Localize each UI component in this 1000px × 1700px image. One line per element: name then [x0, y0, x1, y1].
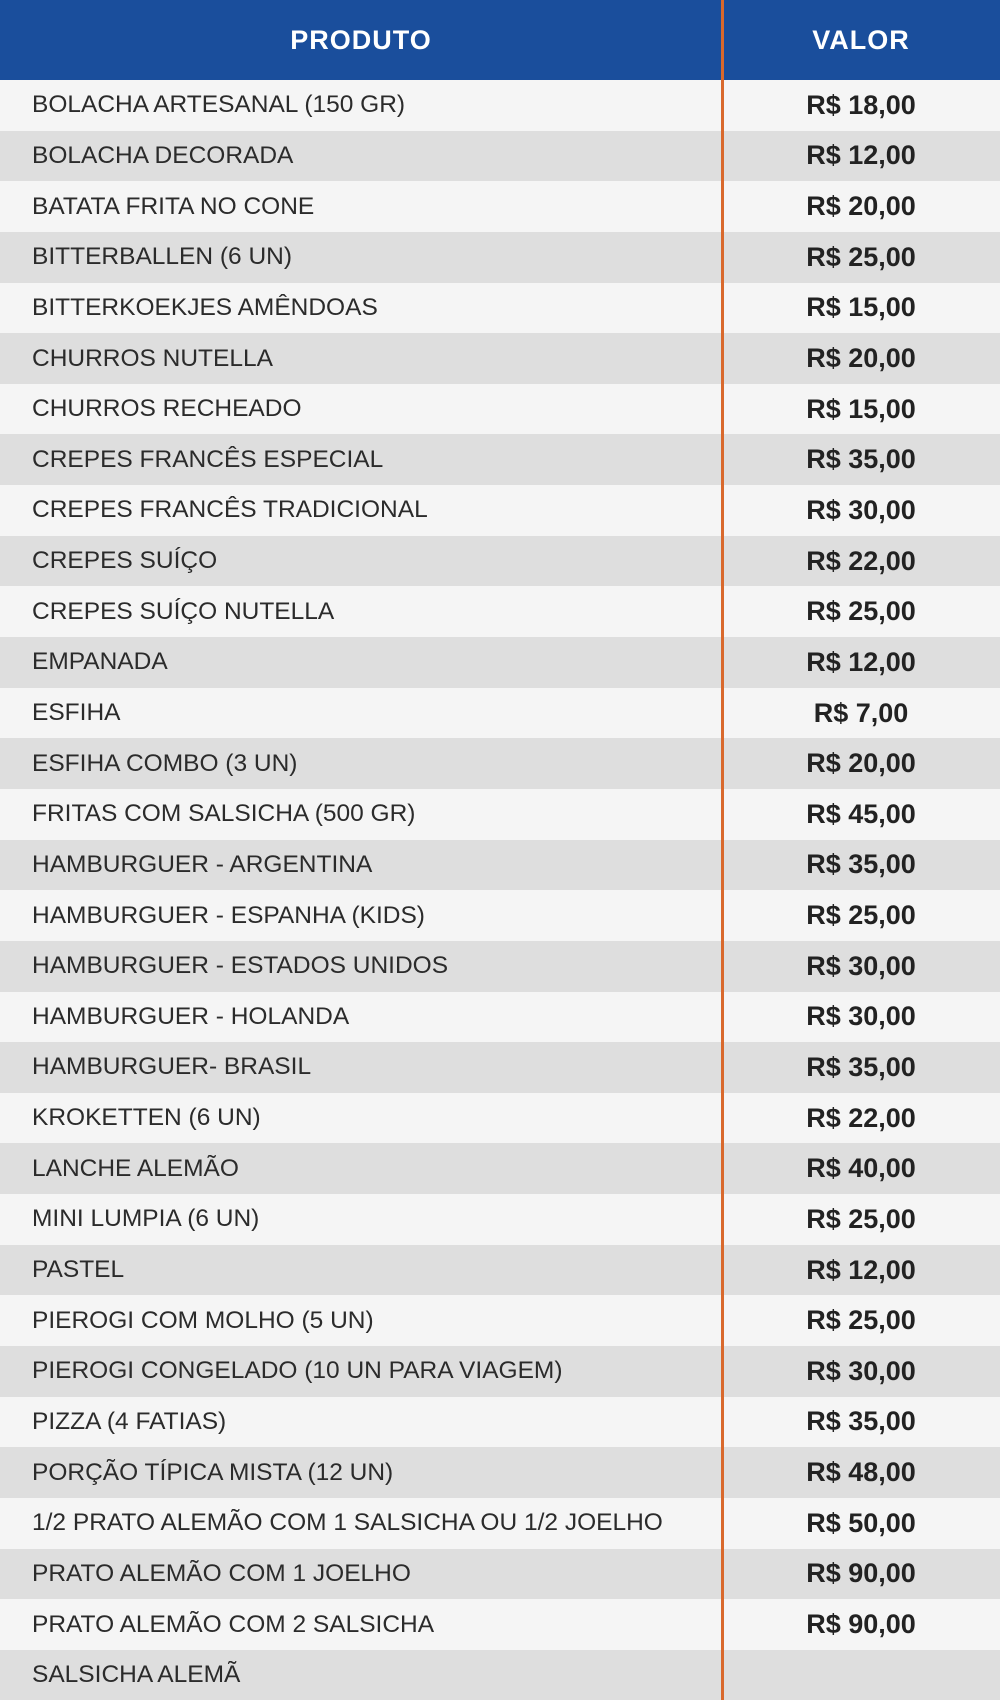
table-row — [0, 1549, 1000, 1600]
product-price: R$ 35,00 — [806, 1406, 916, 1437]
product-price: R$ 25,00 — [806, 241, 916, 272]
table-body — [0, 80, 1000, 1700]
table-row — [0, 131, 1000, 182]
product-name: LANCHE ALEMÃO — [32, 1154, 239, 1182]
product-name: KROKETTEN (6 UN) — [32, 1104, 261, 1132]
product-price: R$ 50,00 — [806, 1507, 916, 1538]
product-column-header: PRODUTO — [290, 24, 432, 55]
product-price: R$ 12,00 — [806, 1254, 916, 1285]
table-row — [0, 840, 1000, 891]
table-row — [0, 586, 1000, 637]
table-row — [0, 738, 1000, 789]
product-price: R$ 25,00 — [806, 1305, 916, 1336]
product-price: R$ 90,00 — [806, 1558, 916, 1589]
product-price: R$ 25,00 — [806, 900, 916, 931]
value-column-header: VALOR — [812, 24, 910, 55]
product-name: CREPES SUÍÇO NUTELLA — [32, 597, 335, 625]
table-row — [0, 1397, 1000, 1448]
product-price: R$ 15,00 — [806, 292, 916, 323]
table-row — [0, 1650, 1000, 1700]
product-name: 1/2 PRATO ALEMÃO COM 1 SALSICHA OU 1/2 JOELHO — [32, 1509, 663, 1537]
product-name: BATATA FRITA NO CONE — [32, 192, 315, 220]
product-price: R$ 48,00 — [806, 1457, 916, 1488]
column-divider — [721, 0, 724, 1700]
table-row — [0, 1143, 1000, 1194]
product-name: HAMBURGUER - HOLANDA — [32, 1002, 350, 1030]
product-price: R$ 25,00 — [806, 596, 916, 627]
product-name: CHURROS RECHEADO — [32, 395, 302, 423]
product-name: BOLACHA DECORADA — [32, 141, 294, 169]
product-price: R$ 35,00 — [806, 1051, 916, 1082]
product-price: R$ 12,00 — [806, 646, 916, 677]
product-name: HAMBURGUER - ESPANHA (KIDS) — [32, 901, 425, 929]
product-name: PORÇÃO TÍPICA MISTA (12 UN) — [32, 1458, 394, 1486]
table-row — [0, 1447, 1000, 1498]
table-row — [0, 1346, 1000, 1397]
table-row — [0, 789, 1000, 840]
product-price: R$ 90,00 — [806, 1609, 916, 1640]
table-row — [0, 1042, 1000, 1093]
product-price: R$ 30,00 — [806, 1001, 916, 1032]
product-price: R$ 30,00 — [806, 950, 916, 981]
product-name: CREPES FRANCÊS TRADICIONAL — [32, 496, 428, 524]
table-row — [0, 890, 1000, 941]
product-name: BITTERKOEKJES AMÊNDOAS — [32, 293, 378, 321]
table-row — [0, 333, 1000, 384]
product-name: SALSICHA ALEMÃ — [32, 1661, 241, 1689]
table-row — [0, 283, 1000, 334]
table-row — [0, 688, 1000, 739]
table-row — [0, 536, 1000, 587]
product-name: HAMBURGUER - ARGENTINA — [32, 850, 373, 878]
product-name: HAMBURGUER - ESTADOS UNIDOS — [32, 952, 449, 980]
product-name: PRATO ALEMÃO COM 2 SALSICHA — [32, 1610, 435, 1638]
product-name: EMPANADA — [32, 648, 168, 676]
product-price: R$ 20,00 — [806, 343, 916, 374]
product-name: PRATO ALEMÃO COM 1 JOELHO — [32, 1559, 411, 1587]
table-row — [0, 637, 1000, 688]
table-header — [0, 0, 1000, 80]
product-name: HAMBURGUER- BRASIL — [32, 1053, 312, 1081]
product-price: R$ 45,00 — [806, 798, 916, 829]
product-price: R$ 20,00 — [806, 191, 916, 222]
product-name: PASTEL — [32, 1256, 125, 1284]
product-name: BITTERBALLEN (6 UN) — [32, 243, 293, 271]
product-price: R$ 35,00 — [806, 849, 916, 880]
product-price: R$ 20,00 — [806, 748, 916, 779]
product-name: ESFIHA COMBO (3 UN) — [32, 749, 298, 777]
table-row — [0, 181, 1000, 232]
table-row — [0, 992, 1000, 1043]
product-price: R$ 25,00 — [806, 1203, 916, 1234]
table-row — [0, 1093, 1000, 1144]
table-row — [0, 80, 1000, 131]
product-name: CHURROS NUTELLA — [32, 344, 273, 372]
product-price: R$ 30,00 — [806, 494, 916, 525]
table-row — [0, 384, 1000, 435]
table-row — [0, 941, 1000, 992]
table-row — [0, 434, 1000, 485]
product-name: CREPES FRANCÊS ESPECIAL — [32, 445, 384, 473]
product-price: R$ 35,00 — [806, 444, 916, 475]
product-price: R$ 7,00 — [813, 697, 909, 728]
table-row — [0, 1295, 1000, 1346]
product-name: BOLACHA ARTESANAL (150 GR) — [32, 91, 406, 119]
product-price: R$ 18,00 — [806, 89, 916, 120]
product-price: R$ 30,00 — [806, 1355, 916, 1386]
product-price: R$ 22,00 — [806, 1102, 916, 1133]
table-row — [0, 1245, 1000, 1296]
product-name: FRITAS COM SALSICHA (500 GR) — [32, 800, 416, 828]
product-price: R$ 40,00 — [806, 1153, 916, 1184]
product-name: PIEROGI CONGELADO (10 UN PARA VIAGEM) — [32, 1357, 563, 1385]
table-row — [0, 1498, 1000, 1549]
table-row — [0, 1194, 1000, 1245]
product-name: ESFIHA — [32, 699, 121, 726]
product-name: CREPES SUÍÇO — [32, 547, 218, 575]
table-row — [0, 232, 1000, 283]
table-row — [0, 485, 1000, 536]
product-name: PIZZA (4 FATIAS) — [32, 1407, 227, 1435]
product-name: PIEROGI COM MOLHO (5 UN) — [32, 1306, 374, 1334]
table-row — [0, 1599, 1000, 1650]
product-name: MINI LUMPIA (6 UN) — [32, 1205, 260, 1233]
product-price: R$ 12,00 — [806, 140, 916, 171]
product-price: R$ 15,00 — [806, 393, 916, 424]
product-price: R$ 22,00 — [806, 545, 916, 576]
